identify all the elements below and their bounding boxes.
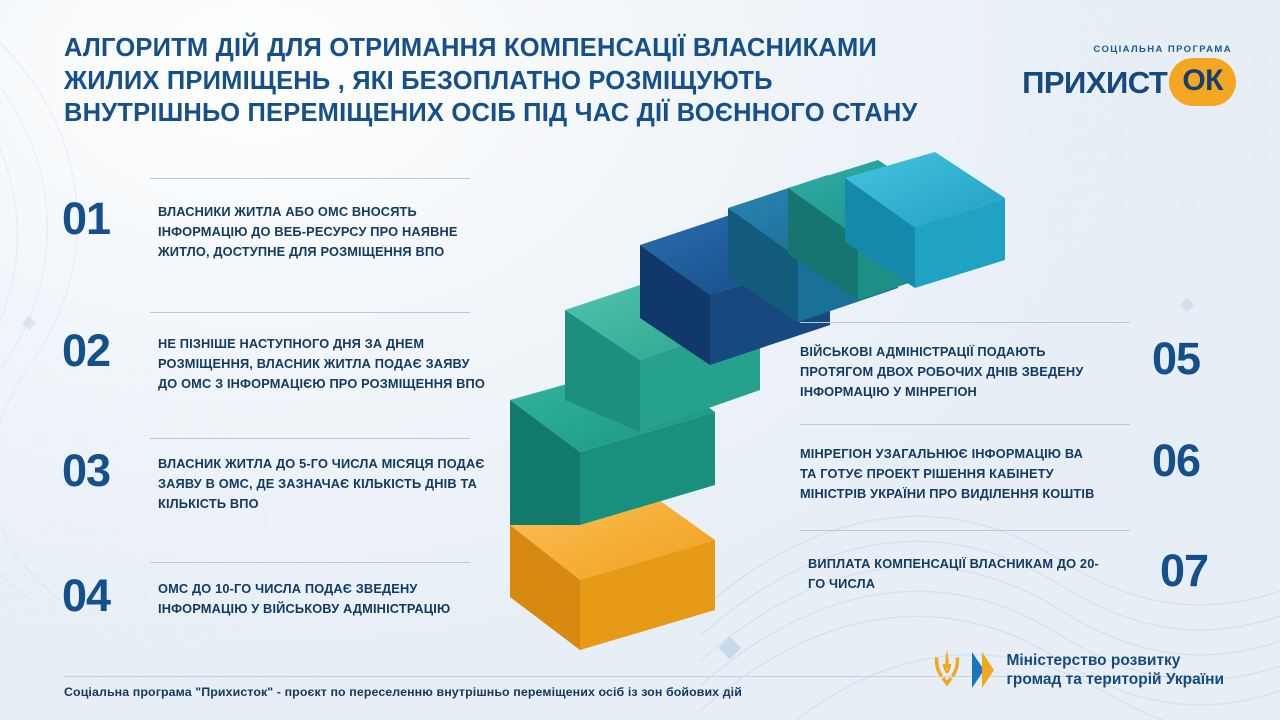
brand-name: ПРИХИСТ	[1022, 64, 1168, 100]
brand-logo	[986, 44, 1236, 106]
step-text-05: ВІЙСЬКОВІ АДМІНІСТРАЦІЇ ПОДАЮТЬ ПРОТЯГОМ ДВОХ РОБОЧИХ ДНІВ ЗВЕДЕНУ ІНФОРМАЦІЮ У МІНРЕГІОН	[800, 344, 1084, 399]
step-divider	[800, 424, 1130, 425]
footer-note: Соціальна програма "Прихисток" - проєкт по переселенню внутрішньо переміщених осіб із зон бойових дій	[64, 685, 742, 699]
step-divider	[150, 438, 470, 439]
step-item-02	[62, 325, 488, 393]
step-number-03: 03	[62, 445, 111, 496]
ministry-name	[1006, 651, 1224, 690]
step-item-01	[62, 193, 488, 261]
tryzub-icon	[930, 648, 964, 692]
step-number-02: 02	[62, 325, 111, 376]
step-text-06: МІНРЕГІОН УЗАГАЛЬНЮЄ ІНФОРМАЦІЮ ВА ТА ГОТУЄ ПРОЕКТ РІШЕННЯ КАБІНЕТУ МІНІСТРІВ УКРАЇНИ ПРО ВИДІЛЕННЯ КОШТІВ	[800, 446, 1095, 501]
step-divider	[800, 322, 1130, 323]
step-item-04	[62, 570, 488, 621]
step-text-02: НЕ ПІЗНІШЕ НАСТУПНОГО ДНЯ ЗА ДНЕМ РОЗМІЩЕННЯ, ВЛАСНИК ЖИТЛА ПОДАЄ ЗАЯВУ ДО ОМС З ІНФОРМАЦІЄЮ ПРО РОЗМІЩЕННЯ ВПО	[158, 336, 485, 391]
step-text-07: ВИПЛАТА КОМПЕНСАЦІЇ ВЛАСНИКАМ ДО 20-ГО ЧИСЛА	[808, 556, 1099, 591]
ministry-name-line1: Міністерство розвитку	[1006, 651, 1181, 669]
step-number-06: 06	[1151, 435, 1200, 486]
chevron-logo-icon	[970, 650, 996, 690]
brand-tagline: СОЦІАЛЬНА ПРОГРАМА	[1093, 44, 1232, 55]
brand-badge-ok: ОК	[1169, 58, 1236, 106]
page-title: АЛГОРИТМ ДІЙ ДЛЯ ОТРИМАННЯ КОМПЕНСАЦІЇ ВЛАСНИКАМИ ЖИЛИХ ПРИМІЩЕНЬ , ЯКІ БЕЗОПЛАТНО РОЗМІЩУЮТЬ ВНУТРІШНЬО ПЕРЕМІЩЕНИХ ОСІБ ПІД ЧАС ДІЇ ВОЄННОГО СТАНУ	[64, 34, 918, 128]
step-text-03: ВЛАСНИК ЖИТЛА ДО 5-ГО ЧИСЛА МІСЯЦЯ ПОДАЄ ЗАЯВУ В ОМС, ДЕ ЗАЗНАЧАЄ КІЛЬКІСТЬ ДНІВ ТА КІЛЬКІСТЬ ВПО	[158, 456, 485, 511]
step-divider	[150, 562, 470, 563]
step-item-05	[800, 333, 1200, 401]
step-divider	[150, 178, 470, 179]
step-divider	[800, 530, 1130, 531]
step-item-06	[800, 435, 1200, 503]
step-divider	[150, 312, 470, 313]
step-number-01: 01	[62, 193, 111, 244]
ministry-name-line2: громад та територій України	[1006, 671, 1224, 688]
step-item-07	[808, 545, 1208, 596]
step-number-07: 07	[1159, 545, 1208, 596]
step-text-04: ОМС ДО 10-ГО ЧИСЛА ПОДАЄ ЗВЕДЕНУ ІНФОРМАЦІЮ У ВІЙСЬКОВУ АДМІНІСТРАЦІЮ	[158, 581, 451, 616]
step-number-04: 04	[62, 570, 111, 621]
step-item-03	[62, 445, 488, 513]
step-text-01: ВЛАСНИКИ ЖИТЛА АБО ОМС ВНОСЯТЬ ІНФОРМАЦІЮ ДО ВЕБ-РЕСУРСУ ПРО НАЯВНЕ ЖИТЛО, ДОСТУПНЕ ДЛЯ РОЗМІЩЕННЯ ВПО	[158, 204, 458, 259]
ministry-logo	[930, 648, 1224, 692]
step-number-05: 05	[1151, 333, 1200, 384]
